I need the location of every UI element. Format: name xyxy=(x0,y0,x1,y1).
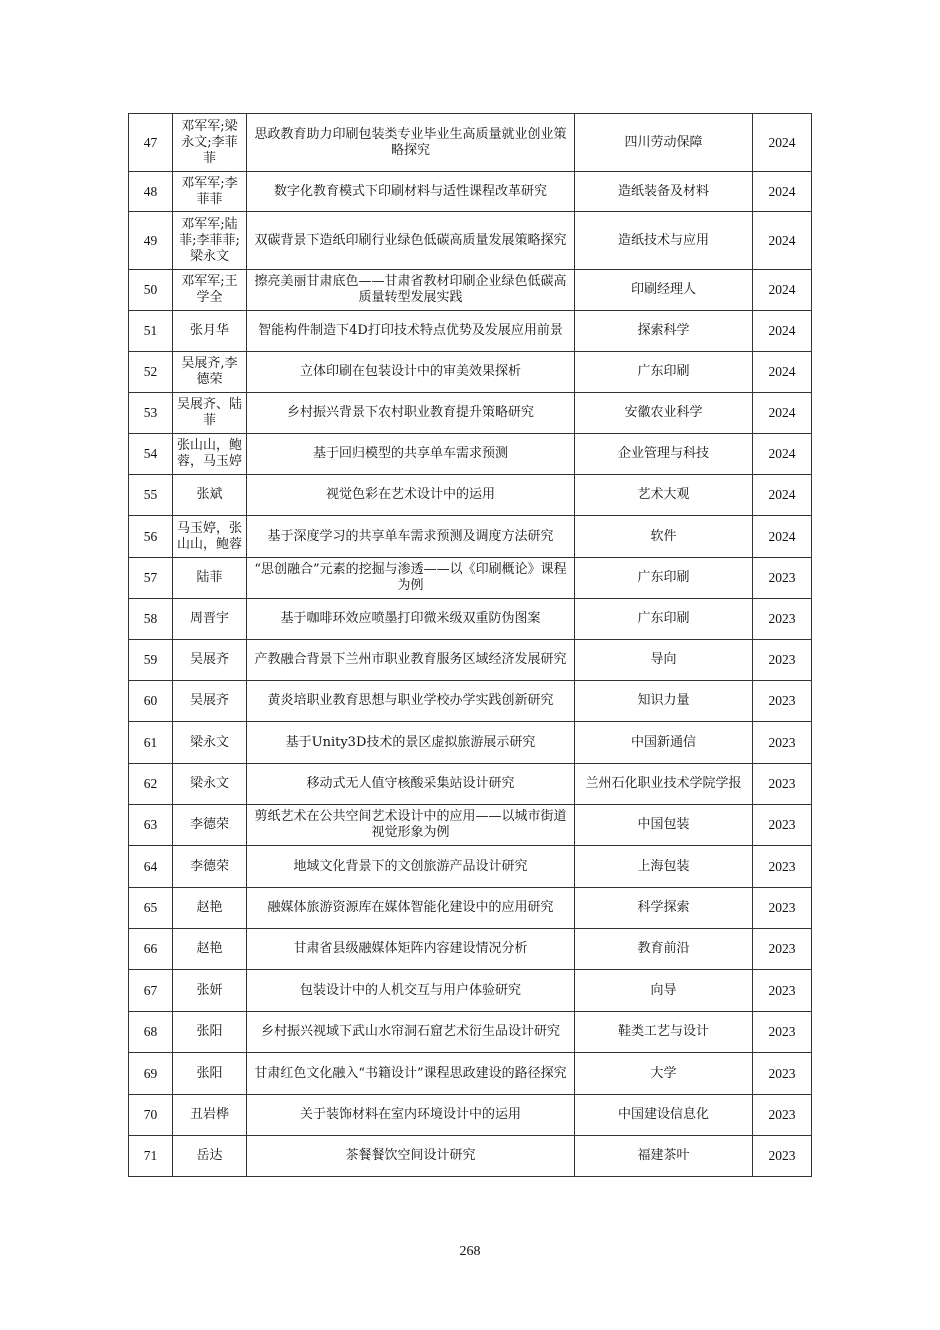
row-number: 64 xyxy=(129,846,173,888)
year-cell: 2023 xyxy=(753,929,812,970)
authors-cell: 张妍 xyxy=(173,970,247,1012)
row-number: 71 xyxy=(129,1136,173,1177)
title-cell: 移动式无人值守核酸采集站设计研究 xyxy=(247,764,575,805)
year-cell: 2023 xyxy=(753,1053,812,1095)
journal-cell: 企业管理与科技 xyxy=(575,434,753,475)
row-number: 55 xyxy=(129,475,173,516)
row-number: 58 xyxy=(129,599,173,640)
row-number: 59 xyxy=(129,640,173,681)
title-cell: 智能构件制造下4D打印技术特点优势及发展应用前景 xyxy=(247,311,575,352)
table-row xyxy=(129,1136,812,1177)
journal-cell: 印刷经理人 xyxy=(575,270,753,311)
row-number: 47 xyxy=(129,114,173,172)
title-cell: 乡村振兴视域下武山水帘洞石窟艺术衍生品设计研究 xyxy=(247,1012,575,1053)
year-cell: 2023 xyxy=(753,970,812,1012)
title-cell: 产教融合背景下兰州市职业教育服务区域经济发展研究 xyxy=(247,640,575,681)
journal-cell: 艺术大观 xyxy=(575,475,753,516)
authors-cell: 张山山，鲍蓉，马玉婷 xyxy=(173,434,247,475)
authors-cell: 张月华 xyxy=(173,311,247,352)
row-number: 66 xyxy=(129,929,173,970)
year-cell: 2023 xyxy=(753,1095,812,1136)
table-row xyxy=(129,1012,812,1053)
authors-cell: 张阳 xyxy=(173,1012,247,1053)
row-number: 69 xyxy=(129,1053,173,1095)
year-cell: 2024 xyxy=(753,114,812,172)
row-number: 54 xyxy=(129,434,173,475)
authors-cell: 邓军军;陆菲;李菲菲;梁永文 xyxy=(173,212,247,270)
row-number: 65 xyxy=(129,888,173,929)
page-number: 268 xyxy=(459,1244,481,1259)
title-cell: 地域文化背景下的文创旅游产品设计研究 xyxy=(247,846,575,888)
table-row xyxy=(129,311,812,352)
authors-cell: 张阳 xyxy=(173,1053,247,1095)
title-cell: 乡村振兴背景下农村职业教育提升策略研究 xyxy=(247,393,575,434)
authors-cell: 吴展齐、陆菲 xyxy=(173,393,247,434)
authors-cell: 梁永文 xyxy=(173,722,247,764)
year-cell: 2024 xyxy=(753,311,812,352)
authors-cell: 赵艳 xyxy=(173,929,247,970)
authors-cell: 赵艳 xyxy=(173,888,247,929)
row-number: 63 xyxy=(129,805,173,846)
year-cell: 2024 xyxy=(753,270,812,311)
year-cell: 2023 xyxy=(753,558,812,599)
title-cell: 甘肃红色文化融入“书籍设计”课程思政建设的路径探究 xyxy=(247,1053,575,1095)
row-number: 50 xyxy=(129,270,173,311)
table-row xyxy=(129,475,812,516)
table-row xyxy=(129,172,812,212)
title-cell: 包装设计中的人机交互与用户体验研究 xyxy=(247,970,575,1012)
journal-cell: 探索科学 xyxy=(575,311,753,352)
table-row xyxy=(129,558,812,599)
table-row xyxy=(129,352,812,393)
title-cell: 基于回归模型的共享单车需求预测 xyxy=(247,434,575,475)
journal-cell: 教育前沿 xyxy=(575,929,753,970)
table-row xyxy=(129,970,812,1012)
year-cell: 2024 xyxy=(753,516,812,558)
year-cell: 2024 xyxy=(753,475,812,516)
table-row xyxy=(129,516,812,558)
title-cell: 立体印刷在包装设计中的审美效果探析 xyxy=(247,352,575,393)
authors-cell: 邓军军;王学全 xyxy=(173,270,247,311)
table-row xyxy=(129,805,812,846)
title-cell: 思政教育助力印刷包装类专业毕业生高质量就业创业策略探究 xyxy=(247,114,575,172)
authors-cell: 陆菲 xyxy=(173,558,247,599)
journal-cell: 向导 xyxy=(575,970,753,1012)
year-cell: 2023 xyxy=(753,805,812,846)
year-cell: 2023 xyxy=(753,681,812,722)
title-cell: 融媒体旅游资源库在媒体智能化建设中的应用研究 xyxy=(247,888,575,929)
table-row xyxy=(129,1095,812,1136)
table-row xyxy=(129,764,812,805)
journal-cell: 导向 xyxy=(575,640,753,681)
journal-cell: 造纸装备及材料 xyxy=(575,172,753,212)
title-cell: 视觉色彩在艺术设计中的运用 xyxy=(247,475,575,516)
year-cell: 2023 xyxy=(753,1012,812,1053)
year-cell: 2023 xyxy=(753,599,812,640)
row-number: 60 xyxy=(129,681,173,722)
title-cell: 基于咖啡环效应喷墨打印微米级双重防伪图案 xyxy=(247,599,575,640)
row-number: 52 xyxy=(129,352,173,393)
publication-table xyxy=(128,113,812,1177)
title-cell: “思创融合”元素的挖掘与渗透——以《印刷概论》课程为例 xyxy=(247,558,575,599)
row-number: 70 xyxy=(129,1095,173,1136)
journal-cell: 中国包装 xyxy=(575,805,753,846)
title-cell: 甘肃省县级融媒体矩阵内容建设情况分析 xyxy=(247,929,575,970)
authors-cell: 吴展齐 xyxy=(173,640,247,681)
table-body xyxy=(129,114,812,1177)
row-number: 49 xyxy=(129,212,173,270)
journal-cell: 兰州石化职业技术学院学报 xyxy=(575,764,753,805)
authors-cell: 吴展齐 xyxy=(173,681,247,722)
authors-cell: 邓军军;李菲菲 xyxy=(173,172,247,212)
authors-cell: 马玉婷，张山山，鲍蓉 xyxy=(173,516,247,558)
table-row xyxy=(129,270,812,311)
row-number: 53 xyxy=(129,393,173,434)
table-row xyxy=(129,681,812,722)
journal-cell: 上海包装 xyxy=(575,846,753,888)
authors-cell: 丑岩桦 xyxy=(173,1095,247,1136)
title-cell: 双碳背景下造纸印刷行业绿色低碳高质量发展策略探究 xyxy=(247,212,575,270)
year-cell: 2024 xyxy=(753,172,812,212)
title-cell: 茶餐餐饮空间设计研究 xyxy=(247,1136,575,1177)
row-number: 57 xyxy=(129,558,173,599)
authors-cell: 岳达 xyxy=(173,1136,247,1177)
table-row xyxy=(129,846,812,888)
title-cell: 擦亮美丽甘肃底色——甘肃省教材印刷企业绿色低碳高质量转型发展实践 xyxy=(247,270,575,311)
authors-cell: 邓军军;梁永文;李菲菲 xyxy=(173,114,247,172)
year-cell: 2023 xyxy=(753,640,812,681)
row-number: 62 xyxy=(129,764,173,805)
year-cell: 2023 xyxy=(753,888,812,929)
table-row xyxy=(129,599,812,640)
table-row xyxy=(129,1053,812,1095)
authors-cell: 李德荣 xyxy=(173,846,247,888)
year-cell: 2024 xyxy=(753,352,812,393)
journal-cell: 造纸技术与应用 xyxy=(575,212,753,270)
journal-cell: 中国新通信 xyxy=(575,722,753,764)
journal-cell: 鞋类工艺与设计 xyxy=(575,1012,753,1053)
table-row xyxy=(129,212,812,270)
year-cell: 2023 xyxy=(753,846,812,888)
journal-cell: 四川劳动保障 xyxy=(575,114,753,172)
row-number: 68 xyxy=(129,1012,173,1053)
journal-cell: 软件 xyxy=(575,516,753,558)
table-row xyxy=(129,888,812,929)
journal-cell: 大学 xyxy=(575,1053,753,1095)
year-cell: 2023 xyxy=(753,1136,812,1177)
table-row xyxy=(129,114,812,172)
journal-cell: 安徽农业科学 xyxy=(575,393,753,434)
title-cell: 关于装饰材料在室内环境设计中的运用 xyxy=(247,1095,575,1136)
table-row xyxy=(129,393,812,434)
title-cell: 数字化教育模式下印刷材料与适性课程改革研究 xyxy=(247,172,575,212)
row-number: 48 xyxy=(129,172,173,212)
journal-cell: 福建茶叶 xyxy=(575,1136,753,1177)
row-number: 56 xyxy=(129,516,173,558)
title-cell: 剪纸艺术在公共空间艺术设计中的应用——以城市街道视觉形象为例 xyxy=(247,805,575,846)
journal-cell: 广东印刷 xyxy=(575,599,753,640)
title-cell: 基于Unity3D技术的景区虚拟旅游展示研究 xyxy=(247,722,575,764)
row-number: 51 xyxy=(129,311,173,352)
authors-cell: 梁永文 xyxy=(173,764,247,805)
authors-cell: 李德荣 xyxy=(173,805,247,846)
row-number: 61 xyxy=(129,722,173,764)
table-row xyxy=(129,434,812,475)
year-cell: 2024 xyxy=(753,393,812,434)
row-number: 67 xyxy=(129,970,173,1012)
title-cell: 基于深度学习的共享单车需求预测及调度方法研究 xyxy=(247,516,575,558)
journal-cell: 科学探索 xyxy=(575,888,753,929)
journal-cell: 广东印刷 xyxy=(575,558,753,599)
journal-cell: 中国建设信息化 xyxy=(575,1095,753,1136)
authors-cell: 张斌 xyxy=(173,475,247,516)
journal-cell: 知识力量 xyxy=(575,681,753,722)
table-row xyxy=(129,929,812,970)
table-row xyxy=(129,722,812,764)
table-row xyxy=(129,640,812,681)
authors-cell: 吴展齐,李德荣 xyxy=(173,352,247,393)
year-cell: 2024 xyxy=(753,212,812,270)
title-cell: 黄炎培职业教育思想与职业学校办学实践创新研究 xyxy=(247,681,575,722)
authors-cell: 周晋宇 xyxy=(173,599,247,640)
year-cell: 2023 xyxy=(753,764,812,805)
journal-cell: 广东印刷 xyxy=(575,352,753,393)
year-cell: 2024 xyxy=(753,434,812,475)
year-cell: 2023 xyxy=(753,722,812,764)
